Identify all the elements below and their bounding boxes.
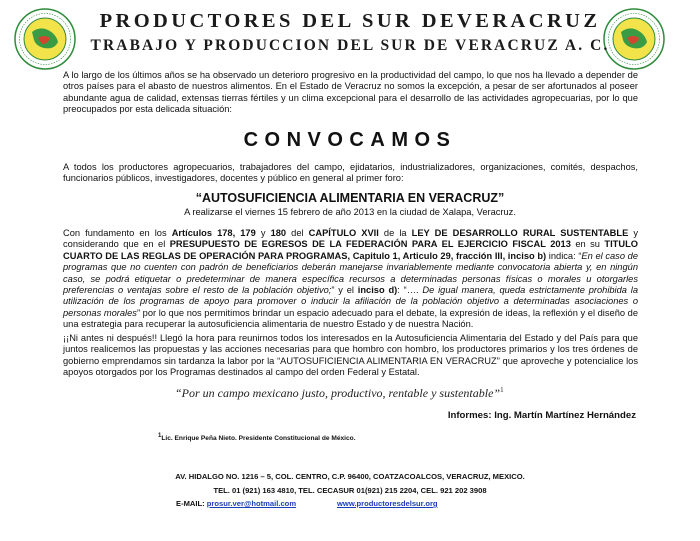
footer-address: AV. HIDALGO NO. 1216 – 5, COL. CENTRO, C.P. 96400, COATZACOALCOS, VERACRUZ, MEXICO. xyxy=(175,472,525,481)
footnote: $^1$Lic. Enrique Peña Nieto. Presidente Constitucional de México. xyxy=(158,433,356,443)
footer-website-row xyxy=(337,499,438,508)
motto: “Por un campo mexicano justo, productivo, rentable y sustentable”$^1$ xyxy=(175,386,504,400)
closing-paragraph: ¡¡Ni antes ni después!! Llegó la hora para reunirnos todos los interesados en la Autosuficiencia Alimentaria del Estado y del País para que juntos realicemos las propuestas y las acciones necesarias para que hombro con hombro, los productores primarios y los tres órdenes de gobierno emprendamos sin tardanza la labor por la “AUTOSUFICIENCIA ALIMENTARIA EN VERACRUZ” que aproveche y potencialice los apoyos otorgados por los Programas destinados al campo del orden Federal y Estatal. xyxy=(63,333,638,378)
organization-title: PRODUCTORES DEL SUR DEVERACRUZ xyxy=(99,10,601,32)
email-link[interactable]: prosur.ver@hotmail.com xyxy=(206,499,297,508)
footer-email-row: E-MAIL: prosur.ver@hotmail.com xyxy=(176,499,297,508)
legal-basis-paragraph: Con fundamento en los Artículos 178, 179 y 180 del CAPÍTULO XVII de la LEY DE DESARROLLO RURAL SUSTENTABLE y considerando que en el PRESUPUESTO DE EGRESOS DE LA FEDERACIÓN PARA EL EJERCICIO FISCAL 2013 en su TITULO CUARTO DE LAS REGLAS DE OPERACIÓN PARA PROGRAMAS, Capitulo 1, Articulo 29, fracción III, inciso b) indica: “En el caso de programas que no cuenten con padrón de beneficiarios deberán manejarse invariablemente mediante convocatoria abierta y, en ningún caso, se podrá etiquetar o predeterminar de manera específica recursos a determinadas personas físicas o morales u otorgarles preferencias o ventajas sobre el resto de la población objetivo;” y el inciso d): “…. De igual manera, queda estrictamente prohibida la utilización de los programas de apoyo para promover o inducir la afiliación de la población objetivo a determinadas asociaciones o personas morales” por lo que nos permitimos brindar un espacio adecuado para el debate, la expresión de ideas, la reflexión y el diseño de una estrategia para recuperar la autosuficiencia alimentaria de nuestro Estado y de nuestra Nación. xyxy=(63,228,639,330)
website-link[interactable]: www.productoresdelsur.org xyxy=(337,499,438,508)
event-title: “AUTOSUFICIENCIA ALIMENTARIA EN VERACRUZ” xyxy=(195,191,505,205)
convocamos-heading: CONVOCAMOS xyxy=(243,129,457,151)
contact-person: Informes: Ing. Martín Martínez Hernández xyxy=(447,410,636,421)
call-paragraph: A todos los productores agropecuarios, trabajadores del campo, ejidatarios, industrializadores, organizaciones, comités, despachos, funcionarios públicos, investigadores, docentes y público en general al primer foro: xyxy=(63,162,638,184)
organization-subtitle: TRABAJO Y PRODUCCION DEL SUR DE VERACRUZ A. C. xyxy=(90,37,610,54)
intro-paragraph: A lo largo de los últimos años se ha observado un deterioro progresivo en la productividad del campo, lo que nos ha llevado a depender de otros países para el abasto de nuestros alimentos. En el Estado de Veracruz no somos la excepción, a pesar de ser afortunados al poseer abundante agua de calidad, extensas tierras fértiles y un clima excepcional para el desarrollo de las actividades agropecuarias, por lo que preocupados por esta delicada situación: xyxy=(63,70,638,115)
footer-phones: TEL. 01 (921) 163 4810, TEL. CECASUR 01(921) 215 2204, CEL. 921 202 3908 xyxy=(213,486,487,495)
event-date: A realizarse el viernes 15 febrero de año 2013 en la ciudad de Xalapa, Veracruz. xyxy=(184,207,516,217)
